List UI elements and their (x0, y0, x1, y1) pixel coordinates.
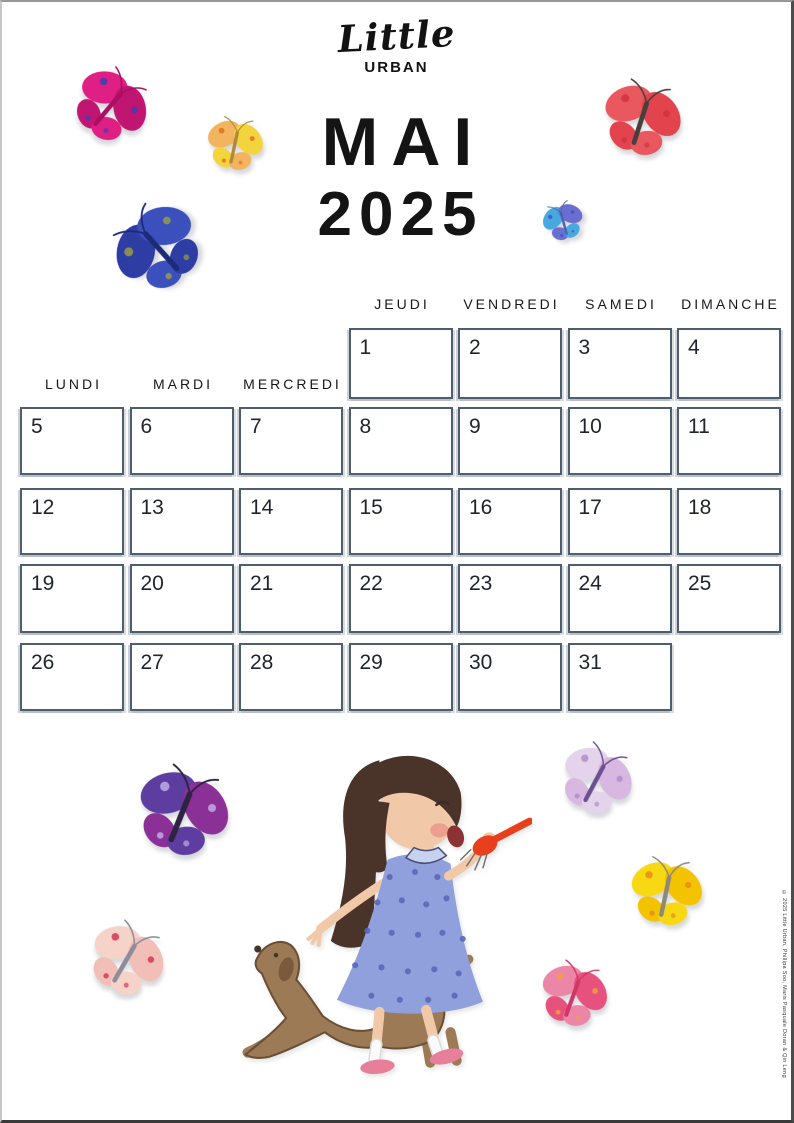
weekday-label-mercredi: MERCREDI (243, 376, 342, 392)
month-title: MAI (321, 104, 486, 180)
day-cell (568, 643, 672, 711)
day-cell (568, 328, 672, 399)
day-number: 15 (359, 496, 383, 519)
day-number: 25 (688, 572, 712, 595)
day-cell (130, 488, 234, 555)
weekday-label-jeudi: JEUDI (374, 296, 430, 312)
day-cell (130, 564, 234, 633)
day-number: 16 (469, 496, 493, 519)
day-cell (239, 564, 343, 633)
day-cell (349, 643, 453, 711)
day-number: 21 (250, 572, 274, 595)
weekday-label-samedi: SAMEDI (585, 296, 657, 312)
day-cell (130, 643, 234, 711)
week-row (20, 643, 781, 711)
day-cell (458, 328, 562, 399)
brand-logo-script: Little (336, 10, 457, 62)
day-cell (239, 407, 343, 475)
day-cell (20, 488, 124, 555)
day-number: 13 (140, 496, 164, 519)
day-cell (677, 328, 781, 399)
day-number: 22 (359, 572, 383, 595)
day-cell (349, 328, 453, 399)
week-row (20, 407, 781, 475)
butterfly-pink-orange-icon (517, 944, 627, 1054)
day-number: 28 (250, 651, 274, 674)
day-cell (349, 488, 453, 555)
day-number: 11 (688, 415, 710, 438)
day-cell (349, 407, 453, 475)
butterfly-lilac-icon (532, 722, 656, 846)
butterfly-pale-pink-icon (58, 898, 189, 1029)
butterfly-yellow-orange-icon (191, 105, 276, 190)
day-number: 19 (31, 572, 55, 595)
day-number: 17 (578, 496, 602, 519)
day-number: 7 (250, 415, 262, 438)
day-cell (239, 488, 343, 555)
day-cell (568, 564, 672, 633)
day-cell (458, 488, 562, 555)
day-cell (458, 643, 562, 711)
day-number: 31 (578, 651, 602, 674)
day-cell (568, 407, 672, 475)
day-cell (677, 407, 781, 475)
day-cell (20, 564, 124, 633)
day-number: 10 (578, 415, 602, 438)
day-number: 26 (31, 651, 55, 674)
day-number: 24 (578, 572, 602, 595)
weekday-label-lundi: LUNDI (44, 376, 102, 392)
week-row (20, 328, 781, 399)
girl-and-dog-illustration (227, 740, 532, 1085)
day-number: 4 (688, 336, 700, 359)
day-cell (349, 564, 453, 633)
butterfly-yellow-icon (610, 842, 719, 951)
weekday-label-mardi: MARDI (152, 376, 214, 392)
week-row (20, 488, 781, 555)
day-number: 12 (31, 496, 55, 519)
day-number: 14 (250, 496, 274, 519)
day-cell (458, 407, 562, 475)
day-cell (20, 407, 124, 475)
day-cell (239, 643, 343, 711)
day-cell (677, 564, 781, 633)
brand-logo-caps: URBAN (364, 59, 429, 76)
copyright-text: © 2025 Little Urban, Phillipa Soo, Maris Pasquale Doran & Qin Leng (781, 890, 787, 1078)
week-row (20, 564, 781, 633)
day-cell (130, 407, 234, 475)
day-number: 23 (469, 572, 493, 595)
day-number: 30 (469, 651, 493, 674)
day-number: 8 (359, 415, 372, 438)
day-number: 9 (469, 415, 481, 438)
day-number: 3 (578, 336, 591, 359)
year-title: 2025 (317, 180, 484, 249)
weekday-label-vendredi: VENDREDI (463, 296, 560, 312)
day-number: 6 (140, 415, 153, 438)
day-number: 5 (31, 415, 43, 438)
day-number: 20 (140, 572, 164, 595)
weekday-header-row-upper (20, 296, 781, 314)
day-number: 1 (359, 336, 372, 359)
day-number: 2 (469, 336, 481, 359)
day-cell (568, 488, 672, 555)
day-number: 29 (359, 651, 383, 674)
day-cell (20, 643, 124, 711)
day-number: 27 (140, 651, 164, 674)
day-number: 18 (688, 496, 712, 519)
day-cell (677, 488, 781, 555)
day-cell (458, 564, 562, 633)
weekday-label-dimanche: DIMANCHE (681, 296, 780, 312)
